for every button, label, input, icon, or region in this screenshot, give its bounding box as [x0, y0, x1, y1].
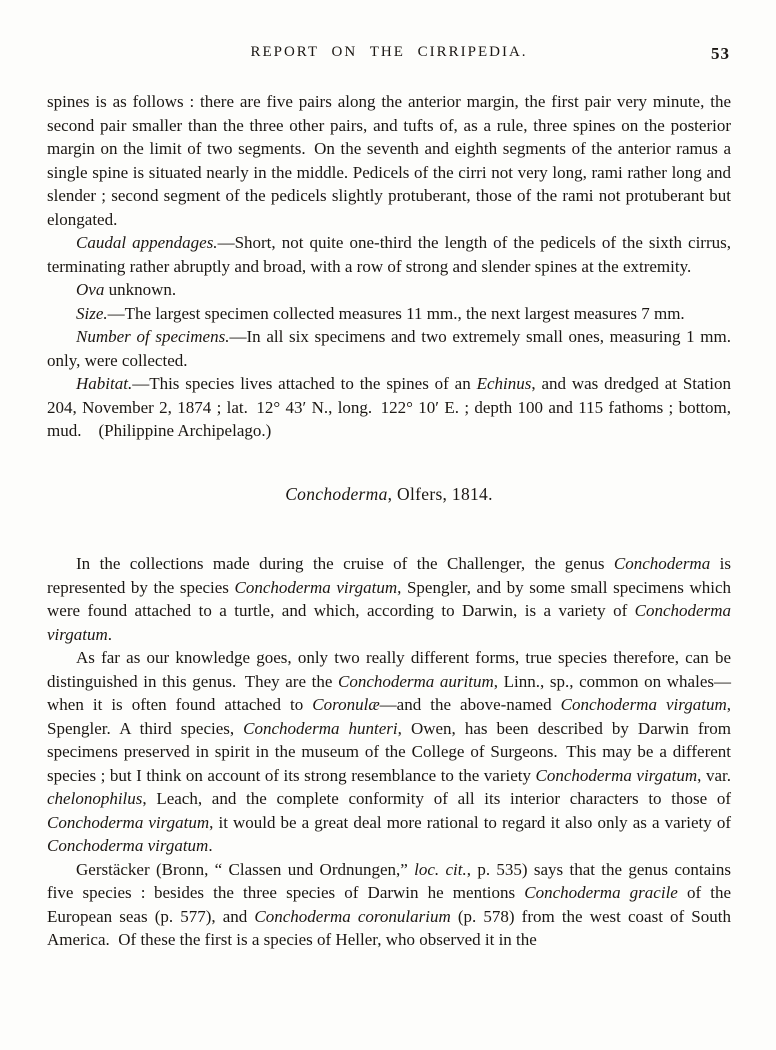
italic-run: Conchoderma hunteri — [243, 718, 398, 738]
paragraph-collections — [47, 552, 731, 646]
paragraph-caudal-appendages — [47, 231, 731, 278]
italic-run: loc. cit. — [414, 859, 467, 879]
text-run: In the collections made during the cruise of the Challenger, the genus — [76, 554, 614, 573]
text-run: unknown. — [104, 280, 177, 299]
italic-run: Echinus — [476, 374, 532, 393]
text-run: —This species lives attached to the spines of an — [132, 374, 477, 393]
text-run: spines is as follows : there are five pairs along the anterior margin, the first pair very minute, the second pair smaller than the three other pairs, and tufts of, as a rule, three spines on the posterior margin on the limit of two segments. On the seventh and eighth segments of the anterior ramus a single spine is situated nearly in the middle. Pedicels of the cirri not very long, rami rather long and slender ; second segment of the pedicels slightly protuberant, those of the rami not protuberant but elongated. — [47, 92, 731, 229]
text-run: , it would be a great deal more rational to regard it also only as a variety of — [209, 812, 732, 832]
text-run: —Short, not quite one-third the length of the pedicels of the sixth cirrus, terminating rather abruptly and broad, with a row of strong and slender spines at the extremity. — [47, 233, 731, 276]
text-run: , Owen, has been described by Darwin from specimens preserved in spirit in the museum of the College of Surgeons. This may be a different species ; but I think on account of its strong resemblance to the variety — [47, 718, 731, 785]
italic-run: Number of specimens. — [76, 327, 230, 346]
section-heading-conchoderma — [47, 483, 731, 507]
text-run: , Linn., sp., common on whales—when it is often found attached to — [47, 671, 731, 714]
paragraph-size — [47, 302, 731, 326]
page-body — [47, 90, 731, 952]
text-run: . — [208, 836, 213, 855]
text-run: , var. — [697, 765, 731, 785]
text-run: Gerstäcker (Bronn, “ Classen und Ordnungen,” — [76, 859, 415, 879]
italic-run: chelonophilus — [47, 789, 143, 808]
italic-run: Coronulæ — [312, 695, 380, 714]
italic-run: Conchoderma virgatum — [47, 836, 209, 855]
text-run: , Leach, and the complete conformity of all its interior characters to those of — [142, 789, 731, 808]
paragraph-gerstaecker — [47, 858, 731, 952]
italic-run: Size. — [76, 303, 108, 323]
italic-run: Conchoderma virgatum — [234, 577, 398, 597]
italic-run: Conchoderma virgatum — [47, 601, 731, 644]
text-run: of the European seas (p. 577), and — [47, 883, 731, 926]
text-run: , Spengler, and by some small specimens which were found attached to a turtle, and which, according to Darwin, is a variety of — [47, 577, 732, 620]
italic-run: Ova — [76, 280, 105, 299]
italic-run: Conchoderma virgatum — [535, 765, 698, 785]
italic-run: Conchoderma gracile — [524, 883, 678, 902]
italic-run: Habitat. — [76, 374, 133, 393]
text-run: As far as our knowledge goes, only two really different forms, true species therefore, can be distinguished in this genus. They are the — [47, 648, 731, 691]
text-run: is represented by the species — [47, 554, 731, 597]
italic-run: Conchoderma auritum — [337, 671, 494, 691]
text-run: , Olfers, 1814. — [387, 483, 493, 504]
italic-run: Conchoderma coronularium — [254, 906, 451, 926]
text-run: , and was dredged at Station 204, November 2, 1874 ; lat. 12° 43′ N., long. 122° 10′ E. ; depth 100 and 115 fathoms ; bottom, mud. (Philippine Archipelago.) — [47, 374, 731, 440]
text-run: —The largest specimen collected measures 11 mm., the next largest measures 7 mm. — [107, 303, 685, 323]
text-run: —In all six specimens and two extremely small ones, measuring 1 mm. only, were collected. — [47, 327, 731, 370]
paragraph-habitat — [47, 372, 731, 443]
text-run: , p. 535) says that the genus contains five species : besides the three species of Darwin he mentions — [47, 859, 731, 902]
page-header — [47, 44, 731, 66]
italic-run: Conchoderma — [613, 554, 711, 573]
running-title: REPORT ON THE CIRRIPEDIA. — [250, 44, 528, 60]
paragraph-continuation — [47, 90, 731, 231]
italic-run: Conchoderma virgatum — [47, 812, 210, 832]
text-run: . — [107, 624, 113, 644]
paragraph-ova — [47, 278, 731, 302]
italic-run: Conchoderma virgatum — [560, 695, 727, 714]
italic-run: Caudal appendages. — [76, 233, 218, 252]
text-run: —and the above-named — [379, 695, 561, 714]
text-run: (p. 578) from the west coast of South America. Of these the first is a species of Heller, who observed it in the — [47, 906, 731, 949]
paragraph-two-forms — [47, 646, 731, 858]
paragraph-number-of-specimens — [47, 325, 731, 372]
italic-run: Conchoderma — [285, 483, 388, 504]
text-run: , Spengler. A third species, — [47, 695, 731, 738]
page-number: 53 — [711, 44, 730, 63]
